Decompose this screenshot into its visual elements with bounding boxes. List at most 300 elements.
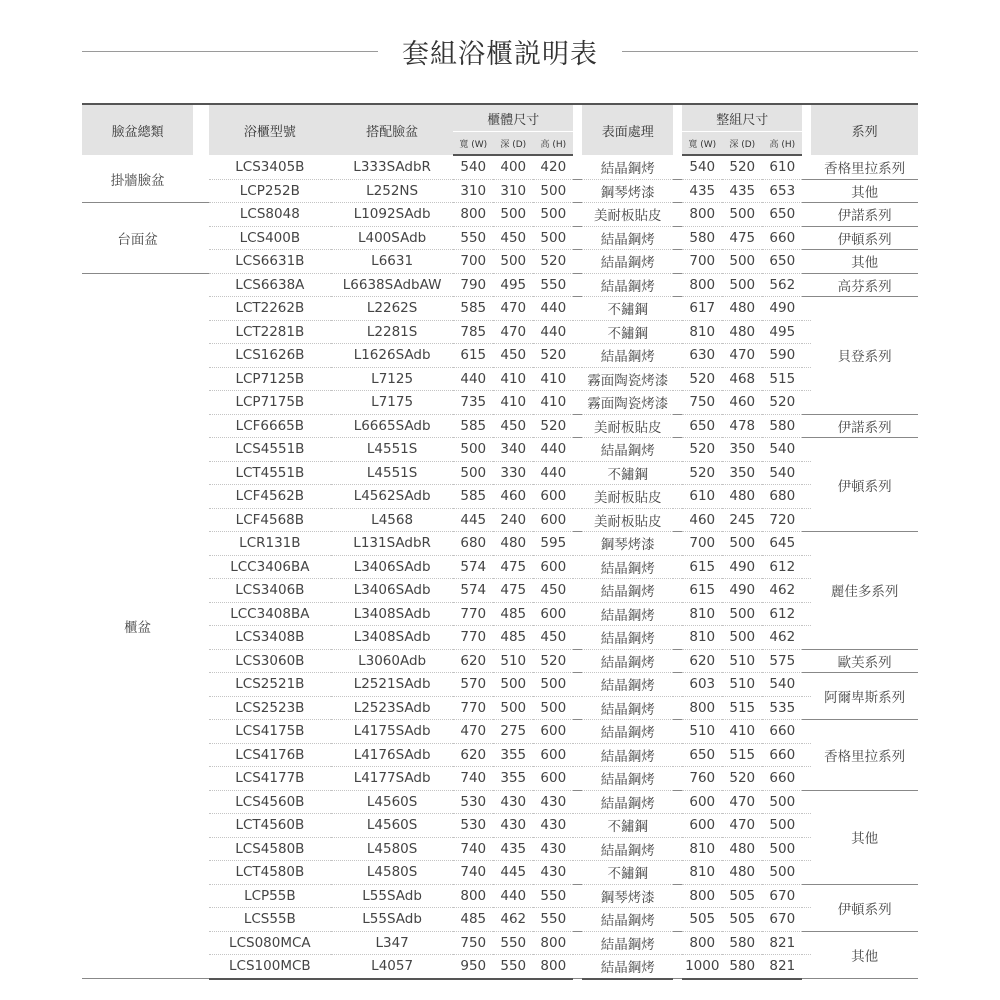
cabinet-depth-cell: 450 [493, 226, 533, 250]
header-cabinet-width: 寬 (W) [453, 132, 493, 156]
cell-gap [802, 532, 811, 556]
cabinet-width-cell: 550 [453, 226, 493, 250]
cabinet-model-cell: LCS3406B [209, 579, 331, 603]
set-depth-cell: 490 [722, 579, 762, 603]
surface-finish-cell: 結晶鋼烤 [582, 743, 673, 767]
cell-gap [673, 579, 682, 603]
basin-model-cell: L3408SAdb [331, 626, 453, 650]
cell-gap [673, 884, 682, 908]
cabinet-width-cell: 790 [453, 273, 493, 297]
header-surface: 表面處理 [582, 104, 673, 155]
cabinet-width-cell: 440 [453, 367, 493, 391]
cell-gap [573, 579, 582, 603]
cell-gap [802, 508, 811, 532]
set-depth-cell: 500 [722, 532, 762, 556]
basin-model-cell: L4562SAdb [331, 485, 453, 509]
cell-gap [673, 250, 682, 274]
surface-finish-cell: 不鏽鋼 [582, 297, 673, 321]
set-depth-cell: 435 [722, 179, 762, 203]
set-width-cell: 650 [682, 414, 722, 438]
cell-gap [573, 320, 582, 344]
set-height-cell: 580 [762, 414, 802, 438]
cabinet-height-cell: 600 [533, 743, 573, 767]
set-width-cell: 615 [682, 579, 722, 603]
surface-finish-cell: 結晶鋼烤 [582, 438, 673, 462]
cabinet-model-cell: LCS3405B [209, 155, 331, 179]
cell-gap [802, 908, 811, 932]
cabinet-height-cell: 520 [533, 414, 573, 438]
basin-model-cell: L131SAdbR [331, 532, 453, 556]
page-title: 套組浴櫃説明表 [402, 39, 598, 70]
cabinet-height-cell: 450 [533, 626, 573, 650]
cabinet-model-cell: LCS400B [209, 226, 331, 250]
set-depth-cell: 520 [722, 155, 762, 179]
cell-gap [802, 344, 811, 368]
cabinet-depth-cell: 475 [493, 579, 533, 603]
surface-finish-cell: 結晶鋼烤 [582, 837, 673, 861]
cabinet-width-cell: 485 [453, 908, 493, 932]
cell-gap [573, 955, 582, 979]
set-depth-cell: 350 [722, 438, 762, 462]
set-depth-cell: 470 [722, 344, 762, 368]
set-width-cell: 520 [682, 367, 722, 391]
basin-model-cell: L4560S [331, 814, 453, 838]
basin-model-cell: L2281S [331, 320, 453, 344]
cabinet-depth-cell: 475 [493, 555, 533, 579]
cell-gap [802, 579, 811, 603]
basin-model-cell: L2521SAdb [331, 673, 453, 697]
cabinet-width-cell: 500 [453, 438, 493, 462]
set-depth-cell: 515 [722, 743, 762, 767]
cell-gap [673, 696, 682, 720]
cabinet-height-cell: 600 [533, 767, 573, 791]
cabinet-width-cell: 470 [453, 720, 493, 744]
set-height-cell: 500 [762, 861, 802, 885]
basin-model-cell: L347 [331, 931, 453, 955]
cell-gap [802, 626, 811, 650]
set-height-cell: 535 [762, 696, 802, 720]
series-cell: 阿爾卑斯系列 [811, 673, 918, 720]
basin-model-cell: L333SAdbR [331, 155, 453, 179]
cell-gap [573, 908, 582, 932]
cell-gap [673, 485, 682, 509]
cell-gap [802, 250, 811, 274]
cabinet-depth-cell: 460 [493, 485, 533, 509]
surface-finish-cell: 結晶鋼烤 [582, 955, 673, 979]
basin-model-cell: L3060Adb [331, 649, 453, 673]
cell-gap [673, 790, 682, 814]
cell-gap [673, 203, 682, 227]
surface-finish-cell: 結晶鋼烤 [582, 673, 673, 697]
cabinet-width-cell: 530 [453, 814, 493, 838]
set-height-cell: 821 [762, 955, 802, 979]
basin-model-cell: L4057 [331, 955, 453, 979]
set-width-cell: 800 [682, 696, 722, 720]
cabinet-height-cell: 600 [533, 485, 573, 509]
cabinet-height-cell: 410 [533, 391, 573, 415]
cabinet-height-cell: 500 [533, 179, 573, 203]
cabinet-depth-cell: 340 [493, 438, 533, 462]
set-width-cell: 620 [682, 649, 722, 673]
cell-gap [802, 485, 811, 509]
cabinet-model-cell: LCF4562B [209, 485, 331, 509]
basin-model-cell: L3408SAdb [331, 602, 453, 626]
cabinet-height-cell: 595 [533, 532, 573, 556]
cabinet-depth-cell: 470 [493, 320, 533, 344]
cell-gap [573, 203, 582, 227]
cabinet-width-cell: 680 [453, 532, 493, 556]
cell-gap [802, 461, 811, 485]
spec-table [82, 103, 918, 980]
cell-gap [673, 626, 682, 650]
cabinet-model-cell: LCS4560B [209, 790, 331, 814]
set-height-cell: 540 [762, 673, 802, 697]
cabinet-depth-cell: 480 [493, 532, 533, 556]
cabinet-height-cell: 520 [533, 344, 573, 368]
set-height-cell: 612 [762, 555, 802, 579]
set-width-cell: 650 [682, 743, 722, 767]
set-height-cell: 575 [762, 649, 802, 673]
cabinet-height-cell: 600 [533, 508, 573, 532]
cabinet-model-cell: LCS4176B [209, 743, 331, 767]
cabinet-model-cell: LCS55B [209, 908, 331, 932]
cell-gap [802, 743, 811, 767]
cell-gap [573, 273, 582, 297]
cell-gap [573, 884, 582, 908]
cabinet-height-cell: 430 [533, 814, 573, 838]
set-width-cell: 520 [682, 438, 722, 462]
cabinet-width-cell: 740 [453, 837, 493, 861]
set-height-cell: 660 [762, 226, 802, 250]
cell-gap [802, 273, 811, 297]
cabinet-model-cell: LCS100MCB [209, 955, 331, 979]
set-height-cell: 462 [762, 579, 802, 603]
set-height-cell: 660 [762, 720, 802, 744]
cell-gap [573, 485, 582, 509]
set-depth-cell: 500 [722, 273, 762, 297]
set-height-cell: 670 [762, 884, 802, 908]
table-row [82, 155, 918, 179]
set-depth-cell: 475 [722, 226, 762, 250]
series-cell: 香格里拉系列 [811, 720, 918, 791]
surface-finish-cell: 結晶鋼烤 [582, 155, 673, 179]
set-depth-cell: 520 [722, 767, 762, 791]
cabinet-width-cell: 800 [453, 203, 493, 227]
surface-finish-cell: 結晶鋼烤 [582, 790, 673, 814]
cabinet-depth-cell: 445 [493, 861, 533, 885]
surface-finish-cell: 結晶鋼烤 [582, 226, 673, 250]
surface-finish-cell: 美耐板貼皮 [582, 414, 673, 438]
basin-model-cell: L3406SAdb [331, 579, 453, 603]
cabinet-width-cell: 800 [453, 884, 493, 908]
cabinet-height-cell: 520 [533, 649, 573, 673]
series-cell: 伊頓系列 [811, 226, 918, 250]
surface-finish-cell: 結晶鋼烤 [582, 602, 673, 626]
cabinet-model-cell: LCF6665B [209, 414, 331, 438]
set-depth-cell: 480 [722, 861, 762, 885]
cabinet-height-cell: 600 [533, 555, 573, 579]
cell-gap [573, 837, 582, 861]
cabinet-width-cell: 585 [453, 297, 493, 321]
surface-finish-cell: 結晶鋼烤 [582, 931, 673, 955]
cell-gap [673, 720, 682, 744]
cabinet-height-cell: 600 [533, 720, 573, 744]
series-cell: 麗佳多系列 [811, 532, 918, 650]
cabinet-model-cell: LCS6631B [209, 250, 331, 274]
cabinet-model-cell: LCR131B [209, 532, 331, 556]
set-width-cell: 600 [682, 814, 722, 838]
cabinet-width-cell: 585 [453, 485, 493, 509]
set-depth-cell: 480 [722, 320, 762, 344]
cell-gap [573, 155, 582, 179]
cabinet-width-cell: 585 [453, 414, 493, 438]
cell-gap [673, 344, 682, 368]
cabinet-model-cell: LCF4568B [209, 508, 331, 532]
cabinet-model-cell: LCS3060B [209, 649, 331, 673]
cabinet-model-cell: LCT2281B [209, 320, 331, 344]
cell-gap [673, 461, 682, 485]
cabinet-height-cell: 410 [533, 367, 573, 391]
set-height-cell: 680 [762, 485, 802, 509]
set-height-cell: 660 [762, 743, 802, 767]
surface-finish-cell: 不鏽鋼 [582, 861, 673, 885]
set-width-cell: 800 [682, 273, 722, 297]
surface-finish-cell: 鋼琴烤漆 [582, 532, 673, 556]
cell-gap [802, 602, 811, 626]
set-height-cell: 515 [762, 367, 802, 391]
cabinet-height-cell: 550 [533, 908, 573, 932]
surface-finish-cell: 結晶鋼烤 [582, 696, 673, 720]
cabinet-model-cell: LCT4560B [209, 814, 331, 838]
cell-gap [673, 814, 682, 838]
basin-model-cell: L3406SAdb [331, 555, 453, 579]
cabinet-model-cell: LCP7175B [209, 391, 331, 415]
cell-gap [673, 438, 682, 462]
set-depth-cell: 500 [722, 250, 762, 274]
cabinet-depth-cell: 550 [493, 931, 533, 955]
basin-model-cell: L1626SAdb [331, 344, 453, 368]
cell-gap [573, 861, 582, 885]
cabinet-width-cell: 740 [453, 861, 493, 885]
surface-finish-cell: 美耐板貼皮 [582, 203, 673, 227]
cabinet-width-cell: 445 [453, 508, 493, 532]
cabinet-height-cell: 500 [533, 226, 573, 250]
cabinet-width-cell: 620 [453, 649, 493, 673]
set-height-cell: 720 [762, 508, 802, 532]
basin-model-cell: L4177SAdb [331, 767, 453, 791]
cabinet-height-cell: 600 [533, 602, 573, 626]
header-basin-category: 臉盆總類 [82, 104, 193, 155]
cabinet-depth-cell: 470 [493, 297, 533, 321]
cell-gap [573, 743, 582, 767]
set-depth-cell: 505 [722, 884, 762, 908]
cabinet-depth-cell: 440 [493, 884, 533, 908]
cell-gap [573, 344, 582, 368]
cabinet-model-cell: LCS4580B [209, 837, 331, 861]
set-height-cell: 660 [762, 767, 802, 791]
set-width-cell: 510 [682, 720, 722, 744]
set-height-cell: 500 [762, 790, 802, 814]
cabinet-model-cell: LCC3406BA [209, 555, 331, 579]
basin-model-cell: L6631 [331, 250, 453, 274]
cabinet-model-cell: LCS2521B [209, 673, 331, 697]
cabinet-depth-cell: 510 [493, 649, 533, 673]
set-width-cell: 800 [682, 931, 722, 955]
set-width-cell: 750 [682, 391, 722, 415]
cabinet-width-cell: 785 [453, 320, 493, 344]
cabinet-depth-cell: 450 [493, 414, 533, 438]
cell-gap [573, 931, 582, 955]
cabinet-depth-cell: 485 [493, 602, 533, 626]
cabinet-model-cell: LCP55B [209, 884, 331, 908]
cell-gap [802, 720, 811, 744]
cabinet-model-cell: LCT2262B [209, 297, 331, 321]
basin-category-cell: 掛牆臉盆 [82, 155, 193, 203]
series-cell: 其他 [811, 250, 918, 274]
set-width-cell: 810 [682, 626, 722, 650]
cabinet-depth-cell: 430 [493, 790, 533, 814]
set-height-cell: 500 [762, 837, 802, 861]
cabinet-width-cell: 530 [453, 790, 493, 814]
group-gap [193, 273, 209, 979]
surface-finish-cell: 不鏽鋼 [582, 814, 673, 838]
set-width-cell: 630 [682, 344, 722, 368]
basin-category-cell: 台面盆 [82, 203, 193, 274]
series-cell: 香格里拉系列 [811, 155, 918, 179]
basin-model-cell: L7175 [331, 391, 453, 415]
cabinet-height-cell: 800 [533, 955, 573, 979]
cabinet-depth-cell: 275 [493, 720, 533, 744]
surface-finish-cell: 結晶鋼烤 [582, 555, 673, 579]
header-cabinet-size: 櫃體尺寸 [453, 104, 573, 132]
cell-gap [802, 226, 811, 250]
set-depth-cell: 478 [722, 414, 762, 438]
series-cell: 貝登系列 [811, 297, 918, 415]
surface-finish-cell: 結晶鋼烤 [582, 250, 673, 274]
cabinet-depth-cell: 410 [493, 367, 533, 391]
set-width-cell: 615 [682, 555, 722, 579]
cabinet-model-cell: LCS4551B [209, 438, 331, 462]
cabinet-width-cell: 950 [453, 955, 493, 979]
cabinet-height-cell: 440 [533, 461, 573, 485]
cell-gap [802, 320, 811, 344]
series-cell: 伊諾系列 [811, 203, 918, 227]
surface-finish-cell: 結晶鋼烤 [582, 579, 673, 603]
set-width-cell: 810 [682, 837, 722, 861]
cabinet-model-cell: LCT4551B [209, 461, 331, 485]
cell-gap [673, 414, 682, 438]
set-width-cell: 540 [682, 155, 722, 179]
cell-gap [802, 696, 811, 720]
cell-gap [673, 320, 682, 344]
set-width-cell: 505 [682, 908, 722, 932]
set-depth-cell: 500 [722, 626, 762, 650]
cell-gap [573, 367, 582, 391]
set-depth-cell: 505 [722, 908, 762, 932]
set-depth-cell: 470 [722, 790, 762, 814]
basin-model-cell: L4551S [331, 461, 453, 485]
cabinet-depth-cell: 462 [493, 908, 533, 932]
set-width-cell: 600 [682, 790, 722, 814]
set-width-cell: 760 [682, 767, 722, 791]
cell-gap [802, 155, 811, 179]
surface-finish-cell: 鋼琴烤漆 [582, 884, 673, 908]
surface-finish-cell: 結晶鋼烤 [582, 344, 673, 368]
set-width-cell: 603 [682, 673, 722, 697]
set-depth-cell: 460 [722, 391, 762, 415]
basin-model-cell: L252NS [331, 179, 453, 203]
set-width-cell: 617 [682, 297, 722, 321]
cell-gap [802, 955, 811, 979]
cabinet-depth-cell: 400 [493, 155, 533, 179]
cell-gap [802, 814, 811, 838]
set-depth-cell: 500 [722, 602, 762, 626]
set-width-cell: 810 [682, 602, 722, 626]
cabinet-model-cell: LCC3408BA [209, 602, 331, 626]
basin-model-cell: L4568 [331, 508, 453, 532]
cell-gap [673, 226, 682, 250]
cabinet-height-cell: 430 [533, 837, 573, 861]
set-height-cell: 562 [762, 273, 802, 297]
cabinet-height-cell: 520 [533, 250, 573, 274]
set-depth-cell: 468 [722, 367, 762, 391]
title-bar [82, 28, 918, 76]
cell-gap [673, 555, 682, 579]
set-depth-cell: 510 [722, 649, 762, 673]
series-cell: 伊頓系列 [811, 884, 918, 931]
header-set-size: 整組尺寸 [682, 104, 802, 132]
table-row [82, 273, 918, 297]
cabinet-model-cell: LCS4175B [209, 720, 331, 744]
set-height-cell: 540 [762, 438, 802, 462]
series-cell: 伊頓系列 [811, 438, 918, 532]
cell-gap [573, 602, 582, 626]
cell-gap [573, 391, 582, 415]
cell-gap [573, 438, 582, 462]
header-cabinet-height: 高 (H) [533, 132, 573, 156]
cabinet-width-cell: 574 [453, 579, 493, 603]
cell-gap [802, 861, 811, 885]
header-set-depth: 深 (D) [722, 132, 762, 156]
surface-finish-cell: 鋼琴烤漆 [582, 179, 673, 203]
cabinet-height-cell: 800 [533, 931, 573, 955]
cell-gap [673, 673, 682, 697]
cell-gap [802, 884, 811, 908]
cell-gap [673, 273, 682, 297]
set-depth-cell: 480 [722, 485, 762, 509]
basin-model-cell: L4580S [331, 861, 453, 885]
cabinet-height-cell: 450 [533, 579, 573, 603]
set-height-cell: 590 [762, 344, 802, 368]
cabinet-model-cell: LCP252B [209, 179, 331, 203]
cabinet-height-cell: 440 [533, 438, 573, 462]
cell-gap [673, 367, 682, 391]
cabinet-width-cell: 740 [453, 767, 493, 791]
cabinet-width-cell: 540 [453, 155, 493, 179]
surface-finish-cell: 結晶鋼烤 [582, 767, 673, 791]
set-width-cell: 460 [682, 508, 722, 532]
set-height-cell: 650 [762, 250, 802, 274]
cabinet-height-cell: 550 [533, 884, 573, 908]
cabinet-depth-cell: 410 [493, 391, 533, 415]
cell-gap [573, 508, 582, 532]
cabinet-width-cell: 615 [453, 344, 493, 368]
basin-model-cell: L4176SAdb [331, 743, 453, 767]
basin-model-cell: L7125 [331, 367, 453, 391]
cabinet-depth-cell: 485 [493, 626, 533, 650]
cabinet-width-cell: 500 [453, 461, 493, 485]
surface-finish-cell: 霧面陶瓷烤漆 [582, 391, 673, 415]
